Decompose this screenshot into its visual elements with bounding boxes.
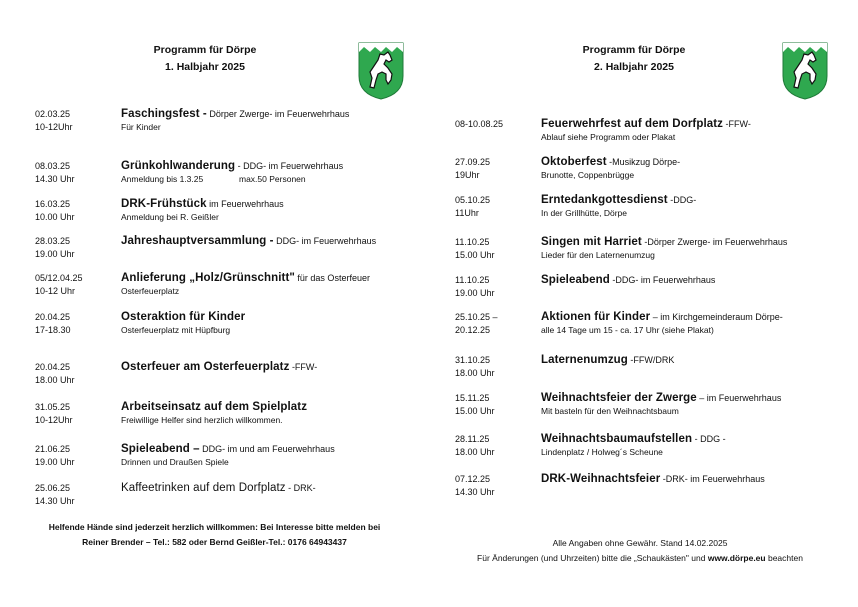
event-organizer: DDG- im Feuerwehrhaus xyxy=(273,236,377,246)
event-organizer: -DDG- xyxy=(667,195,697,205)
event-title: Weihnachtsfeier der Zwerge xyxy=(541,392,697,404)
right-subtitle: 2. Halbjahr 2025 xyxy=(594,61,674,73)
event-date: 15.11.25 xyxy=(455,393,490,403)
event-time: 14.30 Uhr xyxy=(35,174,75,184)
event-time: 19.00 Uhr xyxy=(455,288,495,298)
event-detail: Ablauf siehe Programm oder Plakat xyxy=(541,132,676,142)
event-date: 28.03.25 xyxy=(35,236,71,246)
event-title: Grünkohlwanderung xyxy=(121,160,236,172)
event-date: 07.12.25 xyxy=(455,474,491,484)
event-time: 14.30 Uhr xyxy=(455,487,495,497)
right-title: Programm für Dörpe xyxy=(582,44,686,56)
event-time: 18.00 Uhr xyxy=(455,447,495,457)
website-link[interactable]: www.dörpe.eu xyxy=(707,553,766,563)
event-organizer: Dörper Zwerge- im Feuerwehrhaus xyxy=(206,109,350,119)
event-date: 25.06.25 xyxy=(35,483,71,493)
event-detail: Freiwillige Helfer sind herzlich willkommen. xyxy=(121,415,283,425)
event-time: 10-12Uhr xyxy=(35,415,73,425)
event-title: Spieleabend xyxy=(541,274,610,286)
event-time: 17-18.30 xyxy=(35,325,71,335)
event-detail: Lindenplatz / Holweg´s Scheune xyxy=(541,447,663,457)
event-organizer: -Musikzug Dörpe- xyxy=(606,157,681,167)
event-detail: Brunotte, Coppenbrügge xyxy=(541,170,635,180)
event-organizer: - DDG - xyxy=(692,434,726,444)
event-date: 20.04.25 xyxy=(35,312,71,322)
event-date: 27.09.25 xyxy=(455,157,491,167)
left-footer xyxy=(0,520,429,550)
event-organizer: DDG- im und am Feuerwehrhaus xyxy=(199,444,335,454)
event-organizer: - DRK- xyxy=(285,483,316,493)
event-time: 20.12.25 xyxy=(455,325,491,335)
event-detail: Für Kinder xyxy=(121,122,161,132)
event-detail: Anmeldung bei R. Geißler xyxy=(121,212,219,222)
footer-changes-note: Für Änderungen (und Uhrzeiten) bitte die „Schaukästen" und www.dörpe.eu beachten xyxy=(477,553,803,563)
event-organizer: -FFW- xyxy=(723,119,751,129)
event-title: Osterfeuer am Osterfeuerplatz xyxy=(121,361,290,373)
event-date: 25.10.25 – xyxy=(455,312,498,322)
event-title: Feuerwehrfest auf dem Dorfplatz xyxy=(541,118,724,130)
event-date: 31.10.25 xyxy=(455,355,491,365)
event-organizer: -FFW/DRK xyxy=(627,355,675,365)
footer-contacts: Reiner Brender – Tel.: 582 oder Bernd Geißler-Tel.: 0176 64943437 xyxy=(82,537,347,547)
event-organizer: im Feuerwehrhaus xyxy=(206,199,284,209)
event-time: 19.00 Uhr xyxy=(35,249,75,259)
event-title: Spieleabend – xyxy=(121,443,200,455)
event-date: 05/12.04.25 xyxy=(35,273,83,283)
event-organizer: - DDG- im Feuerwehrhaus xyxy=(235,161,344,171)
event-time: 18.00 Uhr xyxy=(455,368,495,378)
event-organizer: -Dörper Zwerge- im Feuerwehrhaus xyxy=(641,237,788,247)
event-time: 15.00 Uhr xyxy=(455,406,495,416)
footer-disclaimer: Alle Angaben ohne Gewähr. Stand 14.02.2025 xyxy=(552,538,728,548)
event-detail: Drinnen und Draußen Spiele xyxy=(121,457,229,467)
event-time: 14.30 Uhr xyxy=(35,496,75,506)
event-detail: In der Grillhütte, Dörpe xyxy=(541,208,627,218)
event-organizer: -DRK- im Feuerwehrhaus xyxy=(660,474,765,484)
event-detail: alle 14 Tage um 15 - ca. 17 Uhr (siehe Plakat) xyxy=(541,325,714,335)
coat-of-arms-horse-icon xyxy=(358,42,404,105)
event-date: 28.11.25 xyxy=(455,434,490,444)
event-organizer: -DDG- im Feuerwehrhaus xyxy=(609,275,716,285)
event-date: 05.10.25 xyxy=(455,195,491,205)
left-subtitle: 1. Halbjahr 2025 xyxy=(165,61,245,73)
coat-of-arms-horse-icon xyxy=(782,42,828,105)
event-date: 16.03.25 xyxy=(35,199,71,209)
event-organizer: – im Kirchgemeinderaum Dörpe- xyxy=(650,312,783,322)
event-date: 31.05.25 xyxy=(35,402,71,412)
right-header xyxy=(519,42,749,76)
event-time: 15.00 Uhr xyxy=(455,250,495,260)
event-title: DRK-Weihnachtsfeier xyxy=(541,473,661,485)
event-date: 20.04.25 xyxy=(35,362,71,372)
event-date: 11.10.25 xyxy=(455,275,490,285)
event-date: 08-10.08.25 xyxy=(455,119,504,129)
event-time: 10.00 Uhr xyxy=(35,212,75,222)
event-detail: Osterfeuerplatz xyxy=(121,286,180,296)
event-title: Anlieferung „Holz/Grünschnitt" xyxy=(121,272,295,284)
event-title: Kaffeetrinken auf dem Dorfplatz xyxy=(121,482,286,494)
right-footer xyxy=(440,536,840,566)
left-title: Programm für Dörpe xyxy=(153,44,257,56)
event-detail-extra: max.50 Personen xyxy=(239,174,306,184)
event-title: DRK-Frühstück xyxy=(121,198,207,210)
event-time: 10-12Uhr xyxy=(35,122,73,132)
event-title: Singen mit Harriet xyxy=(541,236,642,248)
event-time: 19Uhr xyxy=(455,170,480,180)
event-date: 08.03.25 xyxy=(35,161,71,171)
event-date: 02.03.25 xyxy=(35,109,71,119)
event-time: 18.00 Uhr xyxy=(35,375,75,385)
event-detail: Anmeldung bis 1.3.25 xyxy=(121,174,204,184)
event-organizer: – im Feuerwehrhaus xyxy=(696,393,782,403)
event-title: Jahreshauptversammlung - xyxy=(121,235,274,247)
event-title: Osteraktion für Kinder xyxy=(121,311,246,323)
footer-note: Helfende Hände sind jederzeit herzlich willkommen: Bei Interesse bitte melden bei xyxy=(48,522,381,532)
event-date: 21.06.25 xyxy=(35,444,71,454)
event-time: 19.00 Uhr xyxy=(35,457,75,467)
event-title: Laternenumzug xyxy=(541,354,628,366)
event-time: 11Uhr xyxy=(455,208,479,218)
event-detail: Lieder für den Laternenumzug xyxy=(541,250,655,260)
event-organizer: -FFW- xyxy=(289,362,318,372)
event-organizer: für das Osterfeuer xyxy=(294,273,370,283)
event-title: Weihnachtsbaumaufstellen xyxy=(541,433,693,445)
event-title: Aktionen für Kinder xyxy=(541,311,651,323)
event-detail: Osterfeuerplatz mit Hüpfburg xyxy=(121,325,231,335)
event-title: Oktoberfest xyxy=(541,156,607,168)
event-title: Faschingsfest - xyxy=(121,108,207,120)
event-title: Erntedankgottesdienst xyxy=(541,194,668,206)
left-header xyxy=(90,42,320,76)
event-detail: Mit basteln für den Weihnachtsbaum xyxy=(541,406,679,416)
event-title: Arbeitseinsatz auf dem Spielplatz xyxy=(121,401,308,413)
event-date: 11.10.25 xyxy=(455,237,490,247)
event-time: 10-12 Uhr xyxy=(35,286,76,296)
